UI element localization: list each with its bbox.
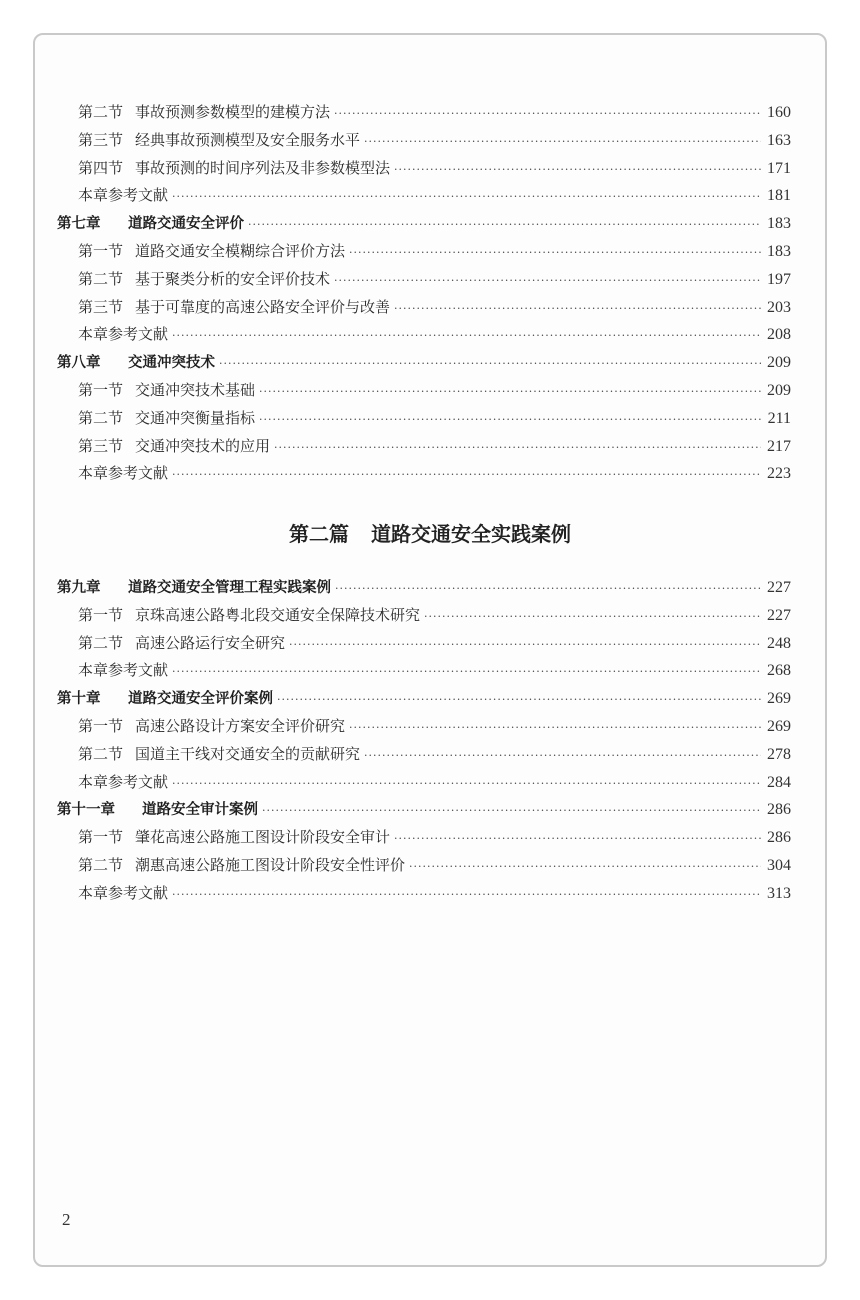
toc-chapter-entry[interactable] [57,210,791,238]
dot-leader [289,631,761,659]
toc-section-entry[interactable] [57,630,791,658]
toc-section-entry[interactable] [57,405,791,433]
toc-section-entry[interactable] [57,713,791,741]
dot-leader [172,322,761,350]
entry-title: 经典事故预测模型及安全服务水平 [135,130,361,149]
entry-number: 第八章 [57,355,101,372]
entry-page: 284 [767,773,791,791]
toc-references-entry[interactable] [57,769,791,797]
entry-title: 本章参考文献 [78,325,169,344]
toc-section-entry[interactable] [57,238,791,266]
entry-title: 本章参考文献 [78,186,169,205]
entry-page: 268 [767,662,791,680]
toc-section-entry[interactable] [57,852,791,880]
entry-title: 国道主干线对交通安全的贡献研究 [135,744,361,763]
entry-title: 事故预测参数模型的建模方法 [135,103,331,121]
dot-leader [219,350,761,378]
toc-section-entry[interactable] [57,433,791,461]
entry-title: 道路交通安全评价 [128,216,244,233]
entry-number: 第二节 [78,408,124,427]
entry-title: 高速公路设计方案安全评价研究 [135,716,346,735]
entry-page: 209 [767,381,791,399]
entry-title: 道路安全审计案例 [142,802,258,819]
dot-leader [364,742,761,770]
dot-leader [172,881,761,909]
toc-references-entry[interactable] [57,182,791,210]
entry-number: 第七章 [57,216,101,233]
entry-number: 第二节 [78,744,124,763]
toc-section-entry[interactable] [57,602,791,630]
entry-number: 第三节 [78,297,124,316]
toc-section-entry[interactable] [57,266,791,294]
toc-references-entry[interactable] [57,321,791,349]
entry-page: 217 [767,437,791,455]
dot-leader [394,825,761,853]
toc-section-entry[interactable] [57,127,791,155]
entry-page: 183 [767,242,791,260]
entry-page: 203 [767,298,791,316]
entry-page: 286 [767,829,791,847]
entry-title: 交通冲突衡量指标 [135,408,256,427]
dot-leader [262,797,761,825]
entry-page: 269 [767,717,791,735]
entry-number: 第二节 [78,633,124,652]
entry-page: 227 [767,606,791,624]
toc-chapter-entry[interactable] [57,349,791,377]
entry-title: 道路交通安全评价案例 [128,691,273,708]
toc-section-entry[interactable] [57,294,791,322]
entry-number: 第一节 [78,828,124,847]
dot-leader [172,770,761,798]
entry-page: 181 [767,187,791,205]
entry-number: 第九章 [57,580,101,596]
entry-title: 本章参考文献 [78,883,169,902]
entry-title: 本章参考文献 [78,661,169,680]
entry-page: 160 [767,104,791,121]
dot-leader [277,686,761,714]
entry-title: 基于可靠度的高速公路安全评价与改善 [135,297,391,316]
toc-section-entry[interactable] [57,155,791,183]
entry-title: 潮惠高速公路施工图设计阶段安全性评价 [135,855,406,874]
entry-page: 313 [767,884,791,902]
entry-page: 197 [767,270,791,288]
entry-number: 第一节 [78,241,124,260]
toc-chapter-entry[interactable] [57,685,791,713]
entry-title: 京珠高速公路粤北段交通安全保障技术研究 [135,605,421,624]
toc-chapter-entry[interactable] [57,574,791,602]
entry-title: 交通冲突技术 [128,355,215,372]
dot-leader [424,603,761,631]
entry-page: 171 [767,159,791,177]
toc-section-entry[interactable] [57,741,791,769]
entry-number: 第三节 [78,130,124,149]
entry-title: 道路交通安全模糊综合评价方法 [135,241,346,260]
dot-leader [394,295,761,323]
entry-page: 208 [767,326,791,344]
entry-title: 事故预测的时间序列法及非参数模型法 [135,158,391,177]
toc-references-entry[interactable] [57,880,791,908]
entry-page: 227 [767,579,791,596]
entry-title: 本章参考文献 [78,464,169,483]
entry-number: 第三节 [78,436,124,455]
part-heading [0,518,860,547]
entry-number: 第一节 [78,605,124,624]
dot-leader [334,267,761,295]
toc-list-top [57,99,791,488]
toc-section-entry[interactable] [57,99,791,127]
dot-leader [172,658,761,686]
toc-chapter-entry[interactable] [57,796,791,824]
dot-leader [349,239,761,267]
entry-number: 第十章 [57,691,101,708]
entry-number: 第四节 [78,158,124,177]
dot-leader [364,128,761,156]
entry-number: 第一节 [78,716,124,735]
entry-page: 163 [767,131,791,149]
entry-page: 278 [767,745,791,763]
part-title: 道路交通安全实践案例 [371,522,571,546]
dot-leader [334,100,761,128]
dot-leader [394,156,761,184]
entry-page: 209 [767,354,791,372]
entry-title: 高速公路运行安全研究 [135,633,286,652]
part-number: 第二篇 [289,522,349,546]
dot-leader [259,406,761,434]
toc-references-entry[interactable] [57,460,791,488]
dot-leader [259,378,761,406]
dot-leader [172,461,761,489]
entry-number: 第二节 [78,103,124,121]
entry-page: 248 [767,634,791,652]
dot-leader [409,853,761,881]
entry-title: 本章参考文献 [78,772,169,791]
dot-leader [172,183,761,211]
entry-title: 交通冲突技术基础 [135,380,256,399]
entry-number: 第十一章 [57,802,115,819]
entry-page: 183 [767,215,791,233]
entry-number: 第二节 [78,855,124,874]
entry-number: 第二节 [78,269,124,288]
toc-section-entry[interactable] [57,377,791,405]
dot-leader [274,434,761,462]
toc-list-bottom [57,574,791,908]
dot-leader [335,575,761,603]
entry-title: 肇花高速公路施工图设计阶段安全审计 [135,828,391,847]
entry-page: 223 [767,465,791,483]
entry-page: 304 [767,856,791,874]
entry-title: 基于聚类分析的安全评价技术 [135,269,331,288]
page-number: 2 [62,1210,71,1229]
toc-section-entry[interactable] [57,824,791,852]
dot-leader [248,211,761,239]
toc-references-entry[interactable] [57,657,791,685]
entry-page: 211 [767,409,791,427]
entry-title: 道路交通安全管理工程实践案例 [128,580,331,596]
entry-page: 269 [767,690,791,708]
entry-page: 286 [767,801,791,819]
entry-number: 第一节 [78,380,124,399]
entry-title: 交通冲突技术的应用 [135,436,271,455]
dot-leader [349,714,761,742]
